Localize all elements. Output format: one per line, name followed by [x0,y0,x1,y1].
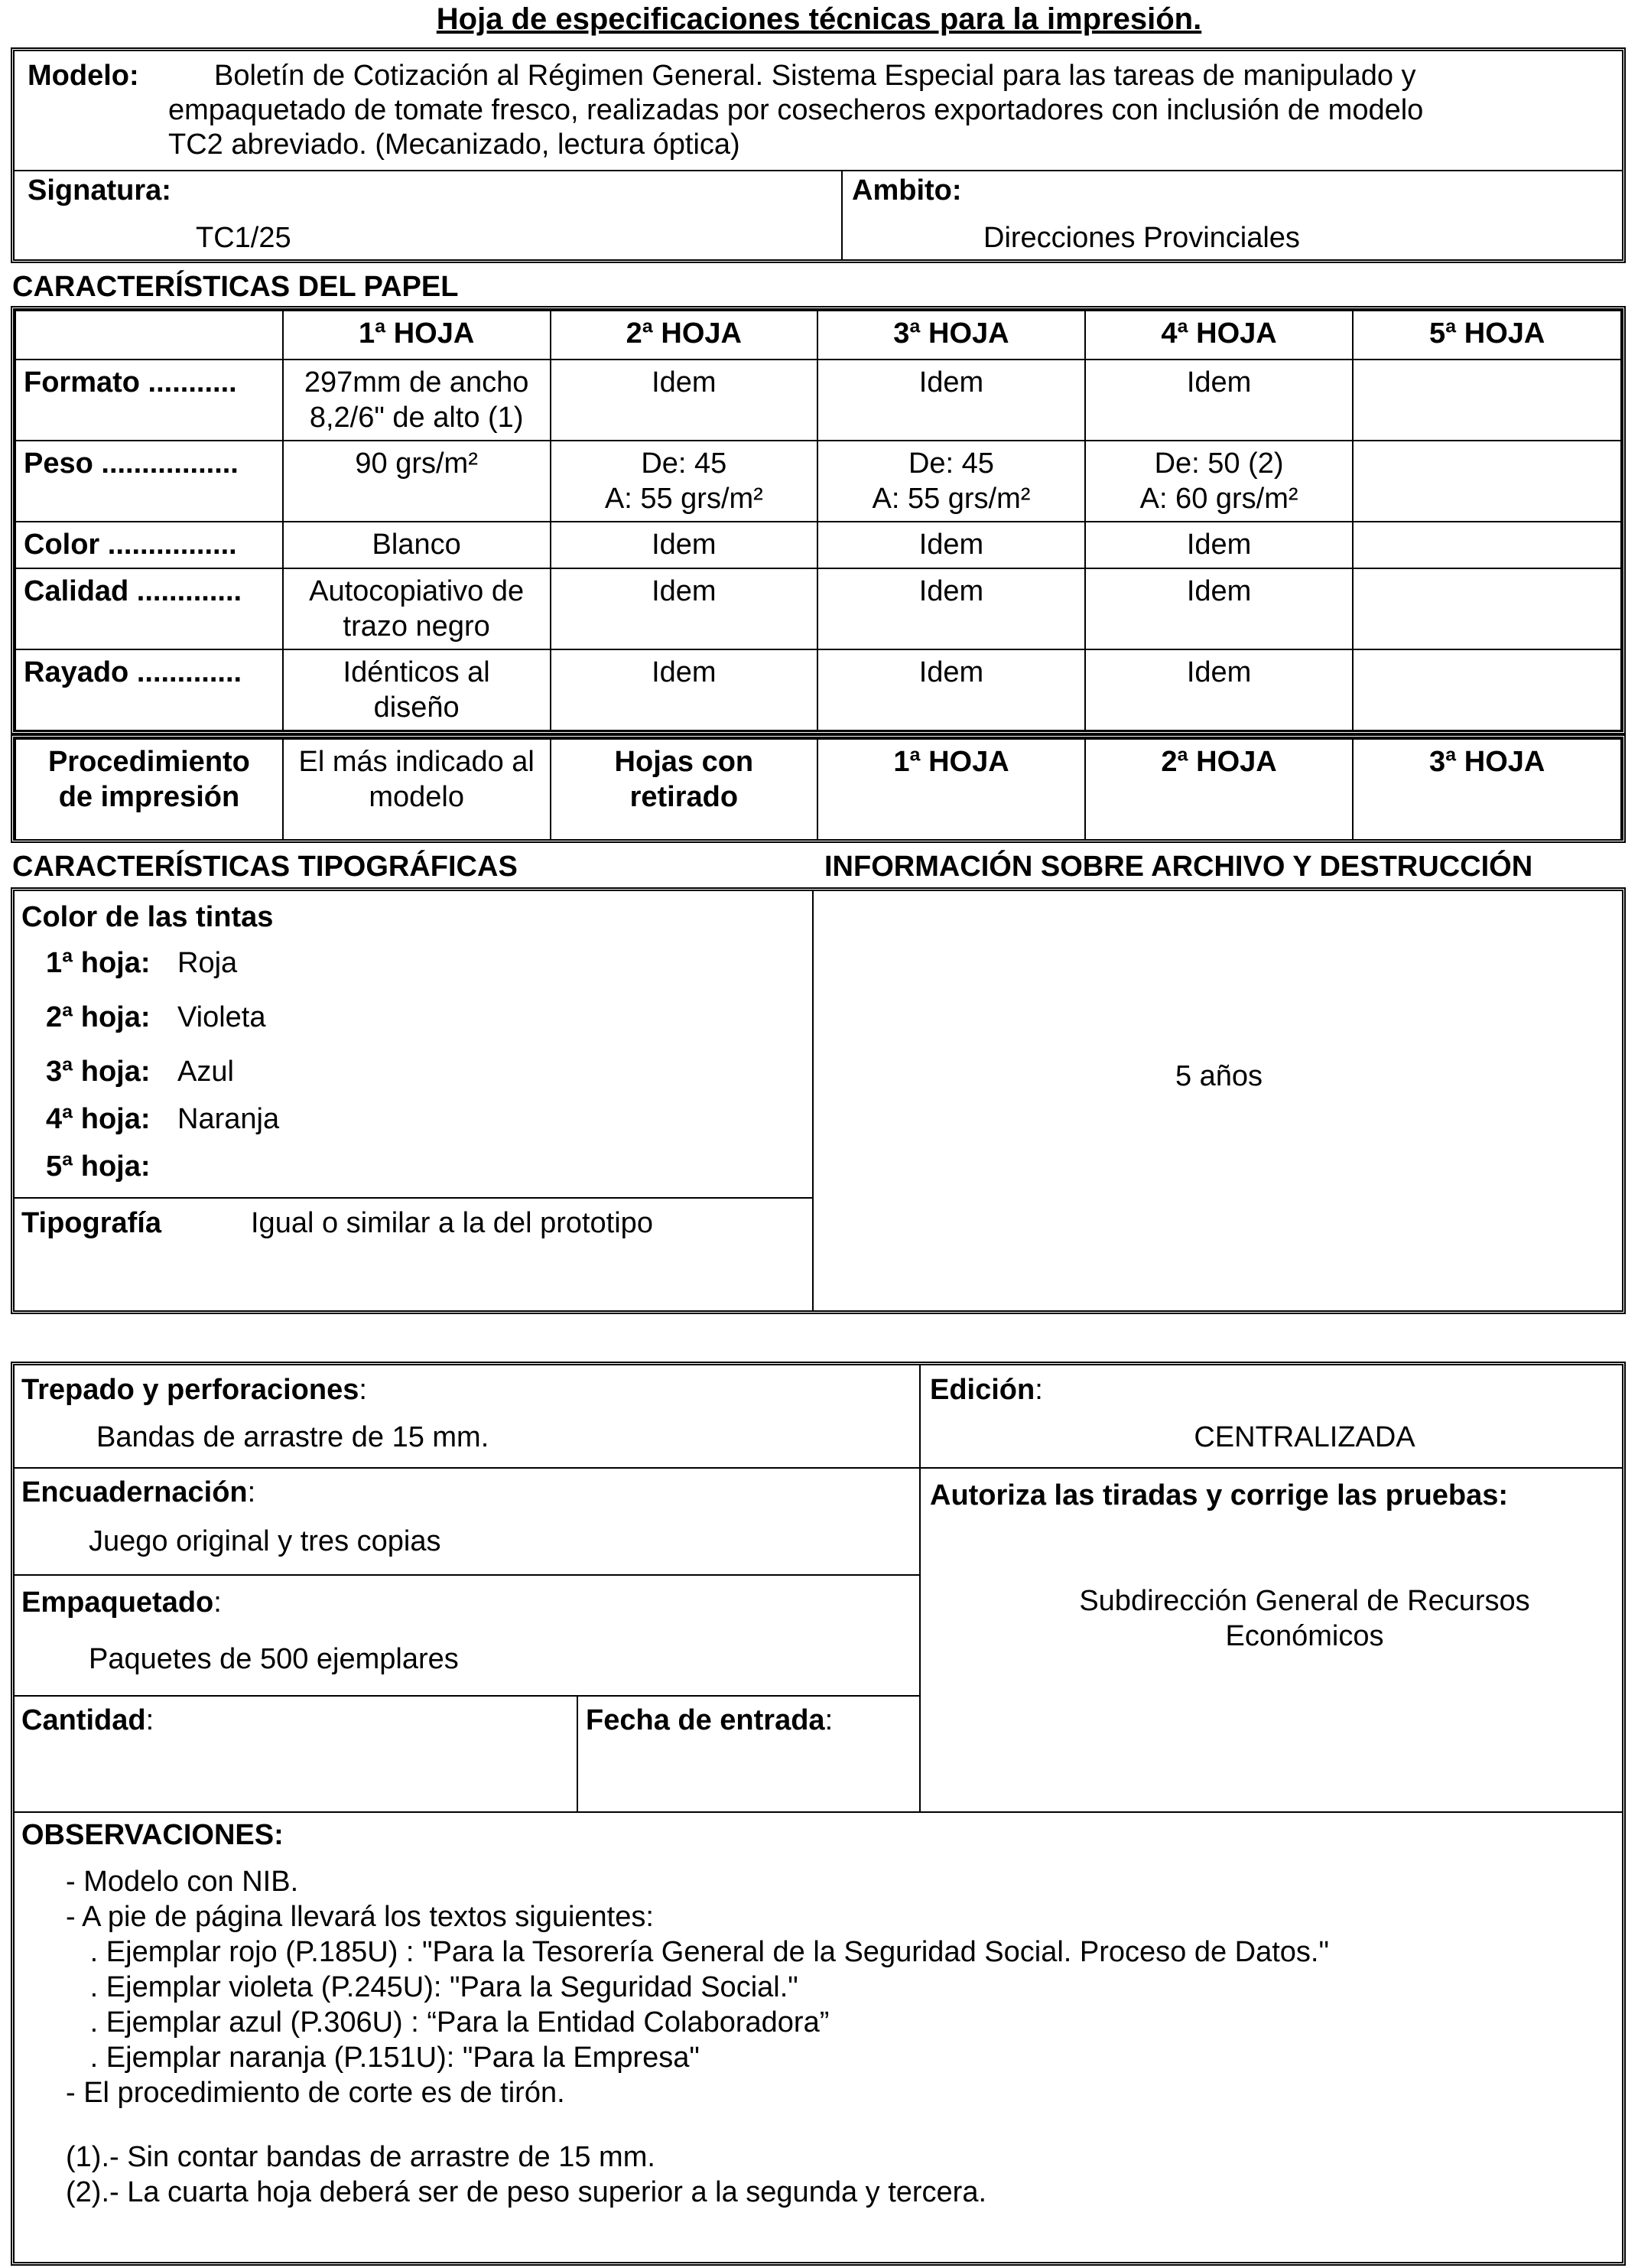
table-row [15,649,1621,731]
observaciones-label: OBSERVACIONES: [21,1819,284,1851]
papel-col-header: 3ª HOJA [817,311,1085,360]
papel-col-header: 2ª HOJA [551,311,818,360]
row-label: Peso ................. [15,441,283,522]
table-cell: Idem [551,522,818,568]
autoriza-value: Subdirección General de Recursos Económicos [1079,1585,1530,1652]
table-cell: Autocopiativo de trazo negro [283,568,551,649]
tipografia-label: Tipografía [21,1207,161,1239]
tipografia-value: Igual o similar a la del prototipo [251,1207,653,1239]
table-cell: Idem [551,568,818,649]
empaquetado-label [21,1585,222,1620]
modelo-line-1: Boletín de Cotización al Régimen General. Sistema Especial para las tareas de manipulado y [214,60,1416,92]
observacion-line: (1).- Sin contar bandas de arrastre de 15 mm. [66,2141,655,2173]
empaquetado-label-text: Empaquetado [21,1586,214,1619]
tinta-hoja-label: 2ª hoja: [46,1001,151,1033]
table-cell [1353,441,1621,522]
retirado-hoja-header: 3ª HOJA [1353,739,1621,840]
tinta-color-value: Violeta [177,1001,266,1033]
fecha-entrada-label [586,1703,833,1738]
table-cell: De: 45 A: 55 grs/m² [551,441,818,522]
modelo-line-3: TC2 abreviado. (Mecanizado, lectura óptica) [168,129,740,161]
produccion-row-divider [15,1574,919,1576]
encuadernacion-value: Juego original y tres copias [89,1525,441,1557]
observacion-line: . Ejemplar violeta (P.245U): "Para la Seguridad Social." [66,1971,798,2003]
observacion-line: - El procedimiento de corte es de tirón. [66,2077,565,2109]
retirado-hoja-header: 2ª HOJA [1085,739,1354,840]
tinta-color-value: Roja [177,947,238,979]
table-cell: Idem [817,568,1085,649]
observacion-line: . Ejemplar azul (P.306U) : “Para la Entidad Colaboradora” [66,2006,830,2039]
observaciones-divider [15,1811,1622,1813]
table-cell: Idem [1085,649,1354,731]
table-cell: Idem [1085,568,1354,649]
papel-col-header: 5ª HOJA [1353,311,1621,360]
table-cell: Idem [817,522,1085,568]
ambito-value: Direcciones Provinciales [983,222,1300,254]
autoriza-label: Autoriza las tiradas y corrige las pruebas: [930,1479,1509,1511]
header-vertical-divider [841,170,843,260]
edicion-label-text: Edición [930,1374,1035,1406]
page-title: Hoja de especificaciones técnicas para la impresión. [436,2,1202,36]
produccion-row-divider [15,1695,919,1697]
colon: : [824,1704,834,1736]
tipografia-divider [15,1197,812,1199]
encuadernacion-label [21,1475,255,1510]
table-cell: 297mm de ancho 8,2/6" de alto (1) [283,360,551,441]
observacion-line: - Modelo con NIB. [66,1866,299,1898]
edicion-label [930,1372,1043,1407]
procedimiento-value: El más indicado al modelo [283,739,551,840]
retirado-hoja-header: 1ª HOJA [817,739,1085,840]
produccion-vertical-divider [919,1365,921,1811]
table-cell: 90 grs/m² [283,441,551,522]
table-cell: De: 50 (2) A: 60 grs/m² [1085,441,1354,522]
empaquetado-value: Paquetes de 500 ejemplares [89,1643,459,1675]
row-label: Formato ........... [15,360,283,441]
cantidad-label [21,1703,154,1738]
colon: : [247,1476,256,1508]
edicion-value: CENTRALIZADA [1194,1421,1415,1453]
tipograficas-vertical-divider [812,891,814,1310]
observacion-line: - A pie de página llevará los textos siguientes: [66,1901,654,1933]
tipograficas-frame [11,887,1626,1314]
colon: : [213,1586,222,1619]
table-cell: Idénticos al diseño [283,649,551,731]
papel-col-header: 4ª HOJA [1085,311,1354,360]
colon: : [359,1374,367,1406]
fecha-entrada-label-text: Fecha de entrada [586,1704,825,1736]
observacion-line: . Ejemplar rojo (P.185U) : "Para la Tesorería General de la Seguridad Social. Proceso de Datos." [66,1936,1329,1968]
cantidad-fecha-divider [577,1695,578,1811]
table-cell [1353,360,1621,441]
papel-table [15,310,1622,731]
encuadernacion-label-text: Encuadernación [21,1476,248,1508]
hojas-retirado-label: Hojas con retirado [551,739,818,840]
papel-col-header: 1ª HOJA [283,311,551,360]
tintas-label: Color de las tintas [21,901,274,933]
table-cell: Idem [551,649,818,731]
tinta-hoja-label: 3ª hoja: [46,1056,151,1088]
table-cell [1353,522,1621,568]
colon: : [1035,1374,1043,1406]
tinta-color-value: Naranja [177,1103,280,1135]
cantidad-label-text: Cantidad [21,1704,146,1736]
tinta-hoja-label: 5ª hoja: [46,1150,151,1183]
table-row [15,360,1621,441]
signatura-value: TC1/25 [196,222,291,254]
tinta-hoja-label: 4ª hoja: [46,1103,151,1135]
tinta-color-value: Azul [177,1056,234,1088]
ambito-label: Ambito: [852,174,962,207]
trepado-label [21,1372,367,1407]
table-cell [1353,649,1621,731]
table-row [15,441,1621,522]
papel-corner-cell [15,311,283,360]
archivo-value: 5 años [1175,1060,1263,1092]
observacion-line: . Ejemplar naranja (P.151U): "Para la Empresa" [66,2042,700,2074]
archivo-section-title: INFORMACIÓN SOBRE ARCHIVO Y DESTRUCCIÓN [824,851,1533,883]
trepado-value: Bandas de arrastre de 15 mm. [96,1421,489,1453]
table-cell: Blanco [283,522,551,568]
papel-section-title: CARACTERÍSTICAS DEL PAPEL [12,271,459,303]
trepado-label-text: Trepado y perforaciones [21,1374,359,1406]
produccion-row-divider [15,1467,1622,1469]
row-label: Color ................ [15,522,283,568]
tipograficas-section-title: CARACTERÍSTICAS TIPOGRÁFICAS [12,851,518,883]
table-row [15,522,1621,568]
table-cell: De: 45 A: 55 grs/m² [817,441,1085,522]
table-row [15,568,1621,649]
table-cell: Idem [1085,522,1354,568]
modelo-label: Modelo: [28,60,139,92]
procedimiento-table [15,738,1622,841]
observacion-line: (2).- La cuarta hoja deberá ser de peso superior a la segunda y tercera. [66,2176,987,2208]
table-cell: Idem [551,360,818,441]
table-cell: Idem [1085,360,1354,441]
row-label: Rayado ............. [15,649,283,731]
colon: : [145,1704,154,1736]
table-cell: Idem [817,360,1085,441]
table-cell: Idem [817,649,1085,731]
tinta-hoja-label: 1ª hoja: [46,947,151,979]
signatura-label: Signatura: [28,174,171,207]
procedimiento-label: Procedimiento de impresión [15,739,283,840]
modelo-line-2: empaquetado de tomate fresco, realizadas por cosecheros exportadores con inclusión de modelo [168,94,1424,126]
row-label: Calidad ............. [15,568,283,649]
table-cell [1353,568,1621,649]
header-divider [13,170,1623,171]
